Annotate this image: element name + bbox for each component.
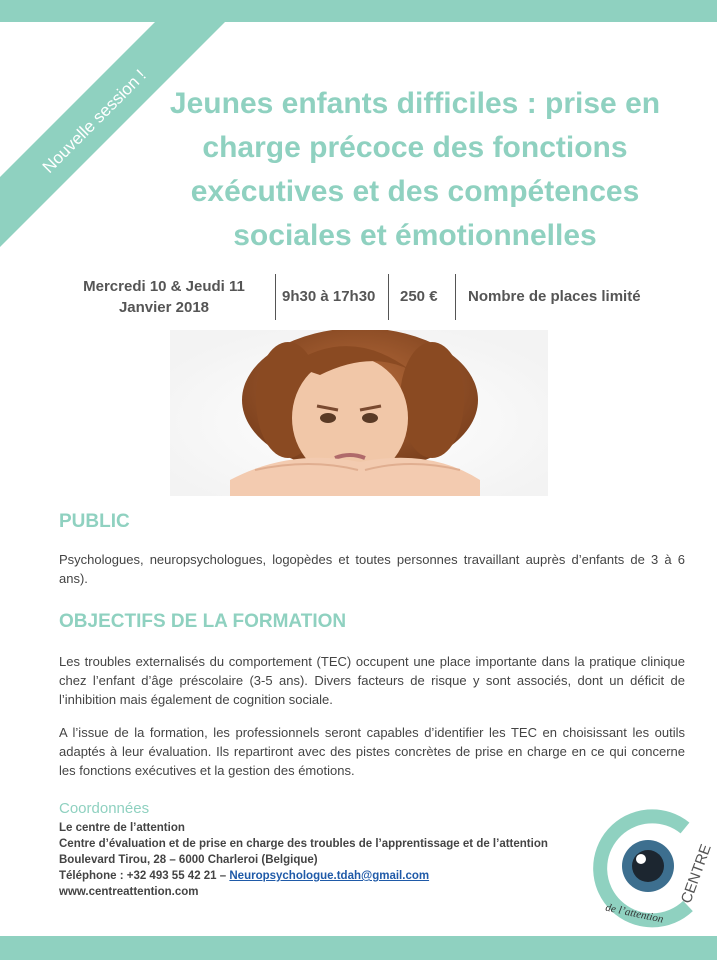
title-line: sociales et émotionnelles — [233, 219, 597, 252]
date-line: Janvier 2018 — [118, 299, 210, 316]
public-heading: PUBLIC — [59, 511, 130, 532]
title-line: Jeunes enfants difficiles : prise en — [169, 87, 661, 120]
centre-attention-logo — [590, 808, 712, 936]
title-line: charge précoce des fonctions — [202, 131, 628, 164]
contact-phone: Téléphone : +32 493 55 42 21 – — [59, 870, 230, 882]
contact-heading: Coordonnées — [59, 800, 150, 817]
session-hours: 9h30 à 17h30 — [282, 288, 376, 305]
session-date — [70, 276, 258, 318]
divider — [455, 274, 456, 320]
session-places: Nombre de places limité — [468, 288, 641, 305]
objectives-heading: OBJECTIFS DE LA FORMATION — [59, 611, 347, 632]
divider — [388, 274, 389, 320]
objectives-paragraph: A l’issue de la formation, les professionnels seront capables d’identifier les TEC en choisissant les outils adaptés à leur évaluation. Ils repartiront avec des pistes concrètes de prise en charge en ce qui concerne les fonctions exécutives et la gestion des émotions. — [59, 725, 685, 778]
objectives-paragraph: Les troubles externalisés du comportement (TEC) occupent une place importante dans la pratique clinique chez l’enfant d’âge préscolaire (3-5 ans). Divers facteurs de risque y sont associés, dont un déficit de l’inhibition mais également de cognition sociale. — [59, 654, 685, 707]
session-price: 250 € — [400, 288, 438, 305]
date-line: Mercredi 10 & Jeudi 11 — [83, 278, 245, 295]
ribbon-label: Nouvelle session ! — [38, 65, 150, 177]
contact-website[interactable]: www.centreattention.com — [59, 886, 199, 898]
contact-description: Centre d’évaluation et de prise en charge des troubles de l’apprentissage et de l’attention — [59, 838, 548, 850]
logo-word: CENTRE — [677, 842, 712, 906]
top-bar — [0, 0, 717, 22]
divider — [275, 274, 276, 320]
page-title — [150, 82, 680, 258]
public-text: Psychologues, neuropsychologues, logopèdes et toutes personnes travaillant auprès d’enfants de 3 à 6 ans). — [59, 552, 685, 586]
contact-name: Le centre de l’attention — [59, 822, 185, 834]
child-photo — [170, 330, 548, 496]
email-link[interactable]: Neuropsychologue.tdah@gmail.com — [229, 870, 430, 882]
contact-phone-line — [59, 870, 429, 882]
session-info-row — [0, 272, 717, 322]
title-line: exécutives et des compétences — [190, 175, 640, 208]
logo-subtitle: de l’attention — [604, 901, 665, 926]
contact-address: Boulevard Tirou, 28 – 6000 Charleroi (Belgique) — [59, 854, 318, 866]
bottom-bar — [0, 936, 717, 960]
